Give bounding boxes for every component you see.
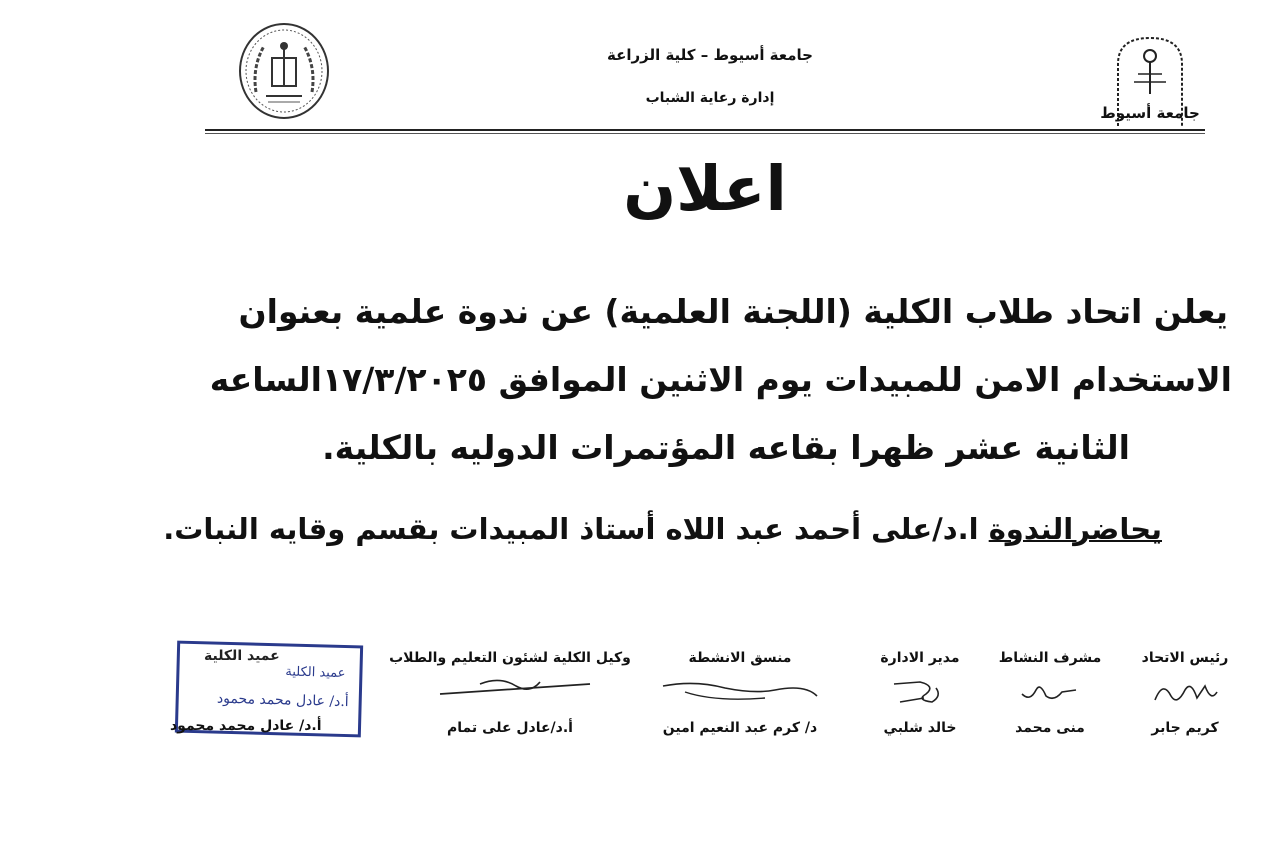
handwritten-signature-icon bbox=[1145, 672, 1225, 712]
signature-title: مشرف النشاط bbox=[998, 650, 1102, 666]
signature-name: كريم جابر bbox=[1151, 720, 1219, 736]
handwritten-signature-icon bbox=[1010, 672, 1090, 712]
logo-text: جامعة أسيوط bbox=[1100, 104, 1200, 122]
assiut-university-logo bbox=[1100, 34, 1200, 130]
handwritten-signature-icon bbox=[880, 672, 960, 712]
handwritten-signature-icon bbox=[655, 672, 825, 712]
header-divider-thin bbox=[205, 133, 1205, 134]
university-seal-logo bbox=[238, 22, 330, 120]
handwritten-signature-icon bbox=[420, 672, 600, 712]
stamp-title: عميد الكلية bbox=[285, 664, 346, 681]
signature-vice-dean bbox=[380, 650, 640, 745]
lecturer-label: يحاضرالندوة bbox=[988, 512, 1162, 546]
lecturer-text: ا.د/على أحمد عبد اللاه أستاذ المبيدات بقسم وقايه النبات. bbox=[163, 512, 989, 546]
signature-title: مدير الادارة bbox=[880, 650, 960, 666]
signature-name: خالد شلبي bbox=[883, 720, 957, 736]
signature-union-president bbox=[1120, 650, 1250, 745]
body-line-3: الثانية عشر ظهرا بقاعه المؤتمرات الدوليه بالكلية. bbox=[322, 428, 1130, 467]
signature-name: د/ كرم عبد النعيم امين bbox=[662, 720, 818, 736]
announcement-heading: اعلان bbox=[623, 152, 787, 225]
stamp-name: أ.د/ عادل محمد محمود bbox=[216, 690, 349, 711]
signature-admin-director bbox=[860, 650, 980, 745]
university-faculty-name: جامعة أسيوط – كلية الزراعة bbox=[607, 46, 813, 64]
signature-name: منى محمد bbox=[1015, 720, 1085, 736]
dean-name: أ.د/ عادل محمد محمود bbox=[170, 718, 322, 734]
signature-name: أ.د/عادل على تمام bbox=[447, 720, 573, 736]
header-divider bbox=[205, 129, 1205, 131]
department-name: إدارة رعاية الشباب bbox=[645, 90, 775, 106]
signature-activity-supervisor bbox=[985, 650, 1115, 745]
signature-title: وكيل الكلية لشئون التعليم والطلاب bbox=[389, 650, 631, 666]
signature-title: منسق الانشطة bbox=[688, 650, 792, 666]
body-line-2: الاستخدام الامن للمبيدات يوم الاثنين الموافق ١٧/٣/٢٠٢٥الساعه bbox=[209, 360, 1232, 399]
dean-title: عميد الكلية bbox=[204, 648, 280, 664]
signature-title: رئيس الاتحاد bbox=[1141, 650, 1229, 666]
signature-activities-coordinator bbox=[640, 650, 840, 745]
body-line-1: يعلن اتحاد طلاب الكلية (اللجنة العلمية) عن ندوة علمية بعنوان bbox=[238, 292, 1228, 331]
lecturer-line bbox=[163, 512, 1162, 546]
